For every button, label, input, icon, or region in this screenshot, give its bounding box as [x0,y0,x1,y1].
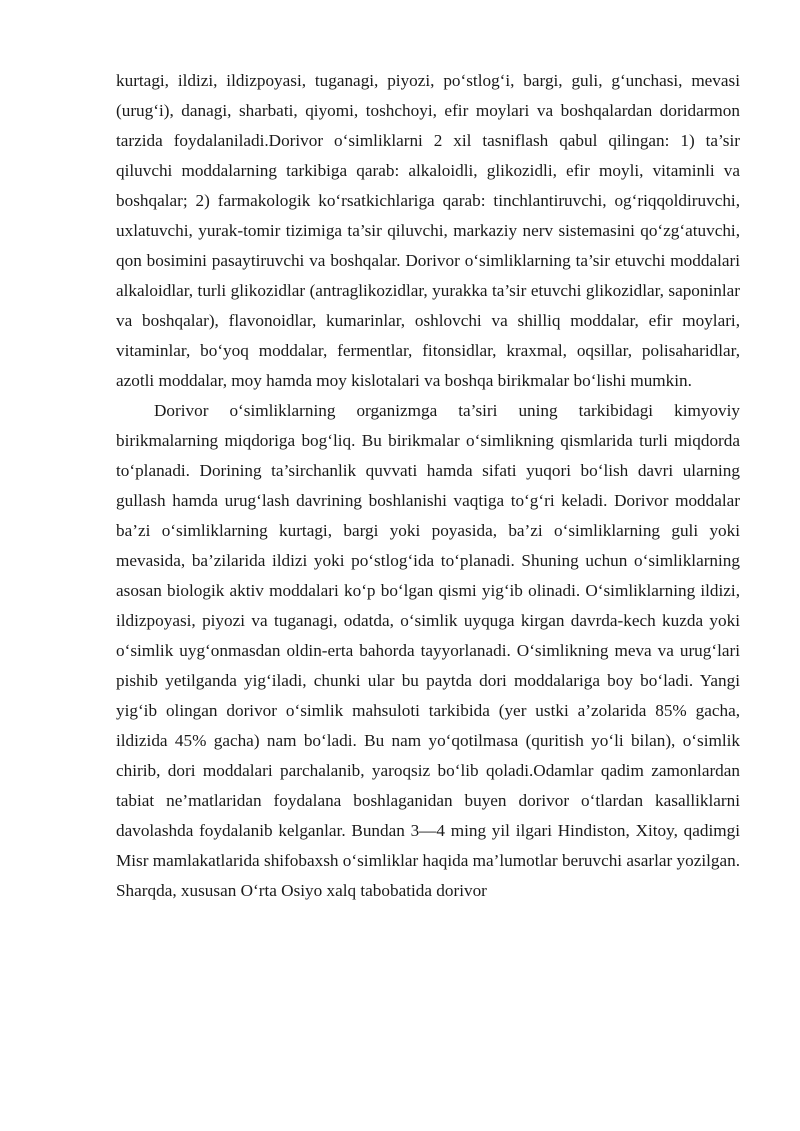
document-page [116,66,740,906]
paragraph-1: kurtagi, ildizi, ildizpoyasi, tuganagi, piyozi, po‘stlog‘i, bargi, guli, g‘unchasi, mevasi (urug‘i), danagi, sharbati, qiyomi, toshchoyi, efir moylari va boshqalardan doridarmon tarzida foydalaniladi.Dorivor o‘simliklarni 2 xil tasniflash qabul qilingan: 1) ta’sir qiluvchi moddalarning tarkibiga qarab: alkaloidli, glikozidli, efir moyli, vitaminli va boshqalar; 2) farmakologik ko‘rsatkichlariga qarab: tinchlantiruvchi, og‘riqqoldiruvchi, uxlatuvchi, yurak-tomir tizimiga ta’sir qiluvchi, markaziy nerv sistemasini qo‘zg‘atuvchi, qon bosimini pasaytiruvchi va boshqalar. Dorivor o‘simliklarning ta’sir etuvchi moddalari alkaloidlar, turli glikozidlar (antraglikozidlar, yurakka ta’sir etuvchi glikozidlar, saponinlar va boshqalar), flavonoidlar, kumarinlar, oshlovchi va shilliq moddalar, efir moylari, vitaminlar, bo‘yoq moddalar, fermentlar, fitonsidlar, kraxmal, oqsillar, polisaharidlar, azotli moddalar, moy hamda moy kislotalari va boshqa birikmalar bo‘lishi mumkin. [116,71,740,390]
paragraph-2: Dorivor o‘simliklarning organizmga ta’siri uning tarkibidagi kimyoviy birikmalarning miqdoriga bog‘liq. Bu birikmalar o‘simlikning qismlarida turli miqdorda to‘planadi. Dorining ta’sirchanlik quvvati hamda sifati yuqori bo‘lish davri ularning gullash hamda urug‘lash davrining boshlanishi vaqtiga to‘g‘ri keladi. Dorivor moddalar ba’zi o‘simliklarning kurtagi, bargi yoki poyasida, ba’zi o‘simliklarning guli yoki mevasida, ba’zilarida ildizi yoki po‘stlog‘ida to‘planadi. Shuning uchun o‘simliklarning asosan biologik aktiv moddalari ko‘p bo‘lgan qismi yig‘ib olinadi. O‘simliklarning ildizi, ildizpoyasi, piyozi va tuganagi, odatda, o‘simlik uyquga kirgan davrda-kech kuzda yoki o‘simlik uyg‘onmasdan oldin-erta bahorda tayyorlanadi. O‘simlikning meva va urug‘lari pishib yetilganda yig‘iladi, chunki ular bu paytda dori moddalariga boy bo‘ladi. Yangi yig‘ib olingan dorivor o‘simlik mahsuloti tarkibida (yer ustki a’zolarida 85% gacha, ildizida 45% gacha) nam bo‘ladi. Bu nam yo‘qotilmasa (quritish yo‘li bilan), o‘simlik chirib, dori moddalari parchalanib, yaroqsiz bo‘lib qoladi.Odamlar qadim zamonlardan tabiat ne’matlaridan foydalana boshlaganidan buyen dorivor o‘tlardan kasalliklarni davolashda foydalanib kelganlar. Bundan 3—4 ming yil ilgari Hindiston, Xitoy, qadimgi Misr mamlakatlarida shifobaxsh o‘simliklar haqida ma’lumotlar beruvchi asarlar yozilgan. Sharqda, xususan O‘rta Osiyo xalq tabobatida dorivor [116,401,740,900]
